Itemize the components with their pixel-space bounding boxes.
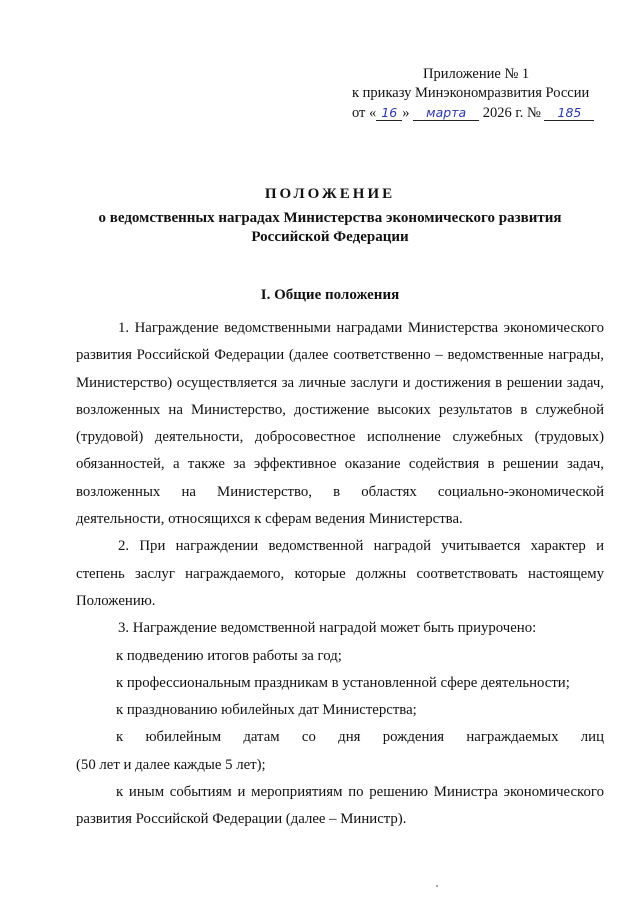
handwritten-month: марта [413,103,479,122]
handwritten-day: 16 [376,103,402,122]
paragraph-1: 1. Награждение ведомственными наградами Министерства экономического развития Российской Федерации (далее соответственно – ведомственные награды, Министерство) осуществляется за личные заслуги и достижения в решении задач, возложенных на Министерство, достижение высоких результатов в служебной (трудовой) деятельности, добросовестное исполнение служебных (трудовых) обязанностей, а также за эффективное оказание содействия в решении задач, возложенных на Министерство, в областях социально-экономической деятельности, относящихся к сферам ведения Министерства. [76,320,604,528]
subtitle-line-1: о ведомственных наградах Министерства экономического развития [98,210,562,226]
subtitle-line-2: Российской Федерации [251,229,409,245]
appendix-block [352,65,602,123]
list-item: к иным событиям и мероприятиям по решению Министра экономического развития Российской Федерации (далее – Министр). [76,784,604,828]
paragraph-3: 3. Награждение ведомственной наградой может быть приурочено: [118,620,537,637]
paragraph-2: 2. При награждении ведомственной наградой учитывается характер и степень заслуг награждаемого, которые должны соответствовать настоящему Положению. [76,538,604,609]
list-item: к профессиональным праздникам в установленной сфере деятельности; [116,674,570,691]
section-heading: I. Общие положения [260,287,400,303]
appendix-order-ref: к приказу Минэкономразвития России [352,85,590,101]
appendix-date-line [352,103,602,123]
document-subtitle [0,209,640,247]
year-number-label: 2026 г. № [482,105,541,121]
date-quote-close: » [402,105,410,121]
list-item: к празднованию юбилейных дат Министерства; [116,702,417,719]
list-item-continuation: (50 лет и далее каждые 5 лет); [76,756,266,773]
document-body [76,315,604,834]
list-item: к подведению итогов работы за год; [116,647,342,664]
appendix-title: Приложение № 1 [423,66,530,82]
date-prefix: от « [352,105,377,121]
list-item: к юбилейным датам со дня рождения награждаемых лиц [116,729,604,746]
document-title: ПОЛОЖЕНИЕ [264,186,396,202]
scan-speck [436,885,438,887]
handwritten-order-number: 185 [544,103,594,122]
